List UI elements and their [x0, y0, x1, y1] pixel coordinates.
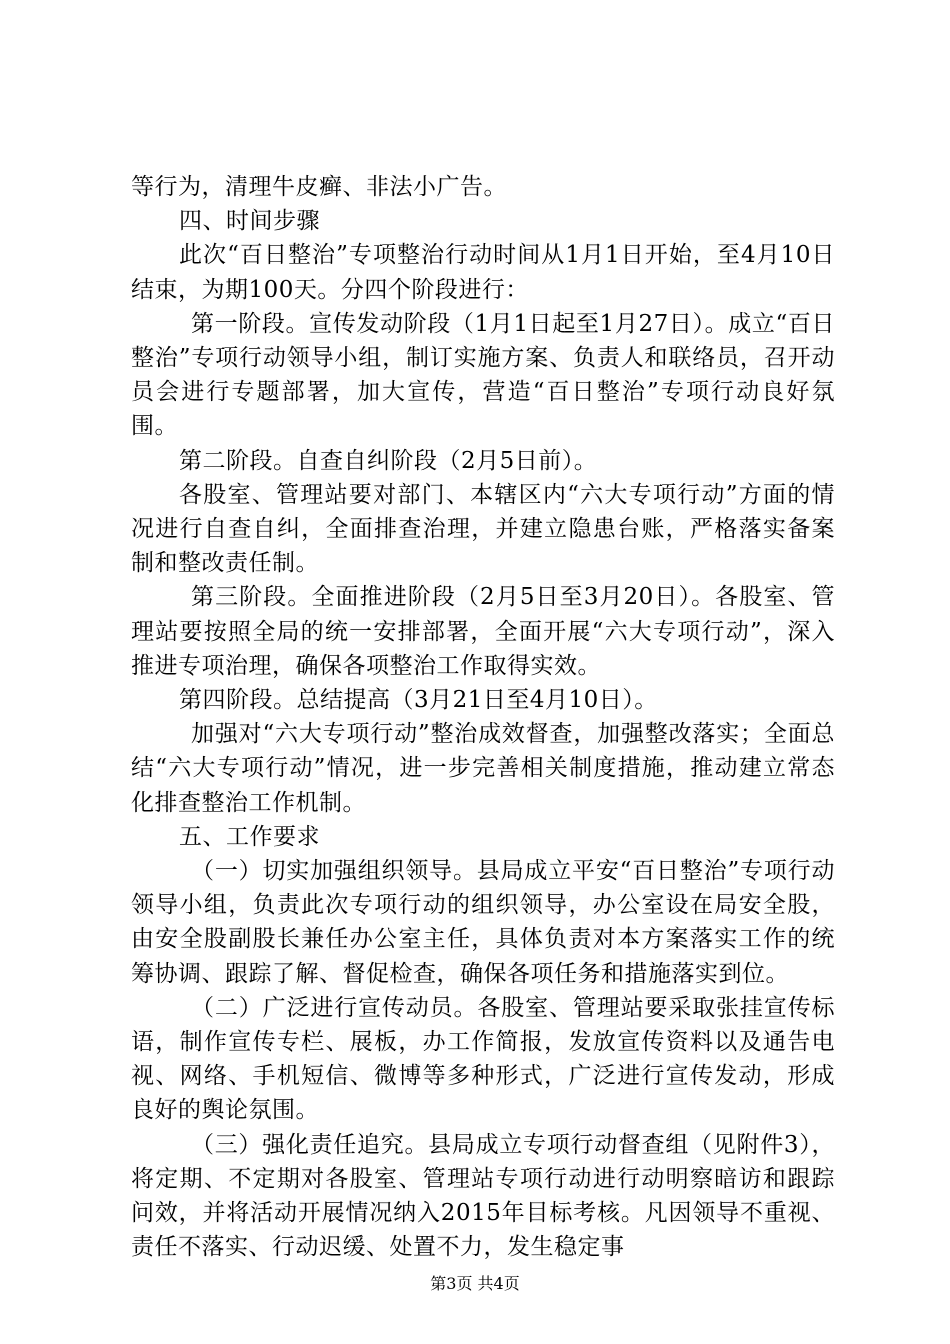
paragraph-stage-1: 第一阶段。宣传发动阶段（1月1日起至1月27日）。成立“百日整治”专项行动领导小组，制订实施方案、负责人和联络员，召开动员会进行专题部署，加大宣传，营造“百日整治”专项行动良好氛围。 [131, 310, 835, 440]
paragraph-requirement-2: （二）广泛进行宣传动员。各股室、管理站要采取张挂宣传标语，制作宣传专栏、展板，办工作简报，发放宣传资料以及通告电视、网络、手机短信、微博等多种形式，广泛进行宣传发动，形成良好的舆论氛围。 [131, 994, 835, 1124]
section-heading-schedule: 四、时间步骤 [179, 208, 320, 235]
section-heading-requirements: 五、工作要求 [179, 823, 320, 850]
paragraph-stage-3: 第三阶段。全面推进阶段（2月5日至3月20日）。各股室、管理站要按照全局的统一安排部署，全面开展“六大专项行动”，深入推进专项治理，确保各项整治工作取得实效。 [131, 584, 835, 679]
paragraph-stage-4: 第四阶段。总结提高（3月21日至4月10日）。 [179, 687, 658, 714]
paragraph-requirement-1: （一）切实加强组织领导。县局成立平安“百日整治”专项行动领导小组，负责此次专项行动的组织领导，办公室设在局安全股，由安全股副股长兼任办公室主任，具体负责对本方案落实工作的统筹协调、跟踪了解、督促检查，确保各项任务和措施落实到位。 [131, 858, 835, 987]
paragraph-6: 各股室、管理站要对部门、本辖区内“六大专项行动”方面的情况进行自查自纠，全面排查治理，并建立隐患台账，严格落实备案制和整改责任制。 [131, 481, 835, 577]
paragraph-1: 等行为，清理牛皮癣、非法小广告。 [131, 174, 507, 200]
page-footer [0, 1274, 950, 1294]
paragraph-stage-2: 第二阶段。自查自纠阶段（2月5日前）。 [179, 447, 598, 474]
page-number-label: 第3页 共4页 [430, 1274, 520, 1293]
paragraph-3: 此次“百日整治”专项整治行动时间从1月1日开始，至4月10日结束，为期100天。分四个阶段进行： [131, 242, 835, 303]
paragraph-requirement-3: （三）强化责任追究。县局成立专项行动督查组（见附件3），将定期、不定期对各股室、管理站专项行动进行动明察暗访和跟踪问效，并将活动开展情况纳入2015年目标考核。凡因领导不重视、责任不落实、行动迟缓、处置不力，发生稳定事 [131, 1131, 835, 1261]
paragraph-9: 加强对“六大专项行动”整治成效督查，加强整改落实；全面总结“六大专项行动”情况，进一步完善相关制度措施，推动建立常态化排查整治工作机制。 [131, 721, 835, 816]
document-body [131, 170, 835, 1265]
